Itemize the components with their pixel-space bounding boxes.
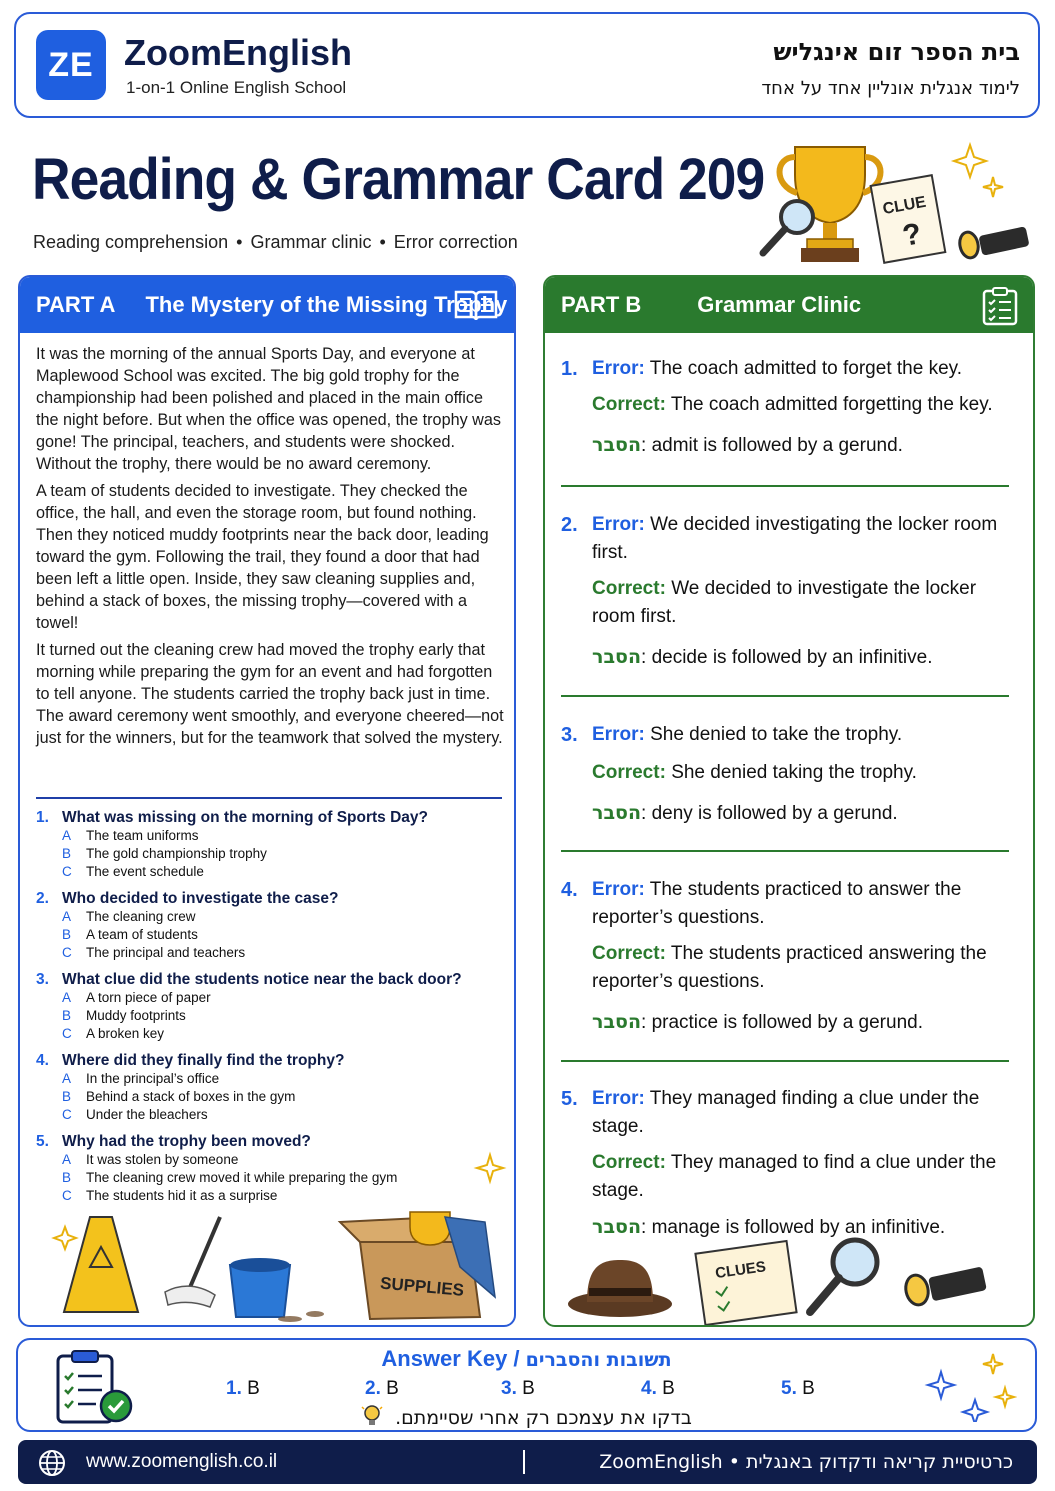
wet-floor-sign-icon [64, 1217, 138, 1312]
answer-key-note-text: בדקו את עצמכם רק אחרי שסיימתם. [395, 1407, 692, 1429]
sparkle-icon [917, 1352, 1017, 1422]
grammar-item [561, 876, 1011, 1037]
answer-option: C The principal and teachers [62, 945, 246, 960]
answer-option: A The team uniforms [62, 828, 199, 843]
brand-tagline: 1-on-1 Online English School [126, 78, 347, 97]
answer-item: 1. B [226, 1378, 260, 1399]
flashlight-icon [903, 1266, 987, 1307]
story-text [36, 343, 506, 754]
answer-item: 2. B [365, 1378, 399, 1399]
checklist-icon [981, 286, 1019, 326]
divider [561, 485, 1009, 487]
answer-option: B A team of students [62, 927, 198, 942]
story-paragraph: It was the morning of the annual Sports Day, and everyone at Maplewood School was excited. The big gold trophy for the championship had been polished and placed in the main office the night before. But when the office was opened, the trophy was gone! The principal, teachers, and students were shocked. Without the trophy, there would be no award ceremony. [36, 345, 501, 473]
clue-card-icon [871, 175, 946, 263]
question-stem: Who decided to investigate the case? [62, 890, 339, 907]
hat-icon [568, 1260, 672, 1317]
divider [561, 1060, 1009, 1062]
grammar-item-number: 3. [561, 724, 578, 746]
part-a-panel [18, 275, 516, 1327]
part-a-label: PART A [36, 292, 116, 317]
explanation-line: הסבר: manage is followed by an infinitive. [592, 1216, 946, 1238]
answer-option: C The event schedule [62, 864, 204, 879]
grammar-item-number: 4. [561, 879, 578, 901]
question-stem: Why had the trophy been moved? [62, 1133, 311, 1150]
answer-option: C A broken key [62, 1026, 165, 1041]
page-footer [18, 1440, 1037, 1484]
answer-key [16, 1338, 1037, 1432]
part-a-header [20, 277, 514, 333]
answer-option: B Muddy footprints [62, 1008, 186, 1023]
answer-item: 5. B [781, 1378, 815, 1399]
answer-item: 4. B [641, 1378, 675, 1399]
divider [561, 695, 1009, 697]
question-stem: What was missing on the morning of Sports Day? [62, 809, 428, 826]
story-paragraph: A team of students decided to investigate. They checked the office, the hall, and even the storage room, but found nothing. Then they noticed muddy footprints near the back door, leading toward the gym. Following the trail, they found a door that had been left a little open. Inside, they saw cleaning supplies and, behind a stack of boxes, the missing trophy—covered with a towel! [36, 482, 489, 632]
question-item [36, 1052, 506, 1124]
hebrew-subtitle: לימוד אנגלית אונליין אחד על אחד [761, 78, 1020, 99]
error-line: Error: She denied to take the trophy. [592, 724, 903, 745]
grammar-item [561, 1085, 1011, 1242]
answer-option: C Under the bleachers [62, 1107, 208, 1122]
question-number: 5. [36, 1133, 49, 1150]
explanation-line: הסבר: decide is followed by an infinitive. [592, 646, 933, 668]
error-line: Error: We decided investigating the locker room first. [592, 514, 998, 563]
answer-item: 3. B [501, 1378, 535, 1399]
correct-line: Correct: She denied taking the trophy. [592, 762, 917, 783]
answer-option: A A torn piece of paper [62, 990, 211, 1005]
page-title: Reading & Grammar Card 209 [32, 147, 765, 212]
page-header [14, 12, 1040, 118]
question-stem: Where did they finally find the trophy? [62, 1052, 345, 1069]
part-b-label: PART B [561, 292, 642, 317]
error-line: Error: The coach admitted to forget the key. [592, 358, 963, 379]
clue-card-label: CLUE [881, 193, 928, 219]
cleaning-supplies-illustration [40, 1147, 510, 1322]
notepad-label: CLUES [714, 1258, 767, 1283]
supplies-box-icon [340, 1212, 495, 1319]
bucket-icon [230, 1258, 290, 1317]
question-number: 4. [36, 1052, 49, 1069]
story-paragraph: It turned out the cleaning crew had moved the trophy early that morning while preparing the gym for an event and had forgotten to tell anyone. The students carried the trophy back just in time. The award ceremony went smoothly, and everyone cheered—not just for the winners, but for the teamwork that solved the mystery. [36, 641, 504, 747]
footer-caption: כרטיסיית קריאה ודקדוק באנגלית • ZoomEnglish [599, 1451, 1013, 1473]
grammar-item-number: 5. [561, 1088, 578, 1110]
answer-option: C The students hid it as a surprise [62, 1188, 278, 1203]
explanation-line: הסבר: deny is followed by a gerund. [592, 802, 898, 824]
error-line: Error: They managed finding a clue under the stage. [592, 1088, 980, 1137]
correct-line: Correct: The students practiced answering the reporter’s questions. [592, 943, 987, 992]
question-item [36, 890, 506, 962]
answer-option: B Behind a stack of boxes in the gym [62, 1089, 296, 1104]
answer-key-note [18, 1404, 1035, 1429]
question-number: 3. [36, 971, 49, 988]
answer-option: A It was stolen by someone [62, 1152, 239, 1167]
subtitle-separator: • [236, 232, 243, 252]
sparkle-icon [954, 145, 1003, 197]
part-b-panel [543, 275, 1035, 1327]
grammar-item-number: 1. [561, 358, 578, 380]
explanation-line: הסבר: practice is followed by a gerund. [592, 1011, 923, 1033]
trophy-clue-illustration [755, 135, 1040, 270]
question-number: 1. [36, 809, 49, 826]
question-item [36, 809, 506, 881]
part-b-title: Grammar Clinic [697, 292, 862, 317]
grammar-item [561, 511, 1011, 672]
subtitle-item: Error correction [393, 232, 518, 252]
correct-line: Correct: They managed to find a clue under the stage. [592, 1152, 997, 1201]
part-b-header [545, 277, 1033, 333]
detective-tools-illustration [565, 1232, 1025, 1327]
website-link[interactable]: www.zoomenglish.co.il [86, 1451, 278, 1472]
correct-line: Correct: We decided to investigate the locker room first. [592, 578, 977, 627]
question-stem: What clue did the students notice near the back door? [62, 971, 462, 988]
footer-divider [523, 1450, 525, 1474]
open-book-icon [452, 286, 500, 324]
answer-option: A In the principal’s office [62, 1071, 220, 1086]
grammar-item [561, 721, 1011, 828]
answer-option: B The cleaning crew moved it while preparing the gym [62, 1170, 398, 1185]
subtitle-item: Grammar clinic [250, 232, 372, 252]
page-subtitle [33, 232, 518, 253]
magnifier-icon [810, 1240, 877, 1312]
magnifier-icon [763, 201, 813, 253]
mop-icon [165, 1217, 220, 1307]
divider [36, 797, 502, 799]
subtitle-item: Reading comprehension [33, 232, 229, 252]
divider [561, 850, 1009, 852]
clue-card-mark: ? [900, 217, 924, 253]
answer-option: B The gold championship trophy [62, 846, 267, 861]
grammar-item-number: 2. [561, 514, 578, 536]
answer-key-title: Answer Key / תשובות והסברים [381, 1346, 672, 1371]
answer-option: A The cleaning crew [62, 909, 196, 924]
question-item [36, 971, 506, 1043]
flashlight-icon [957, 226, 1029, 259]
correct-line: Correct: The coach admitted forgetting the key. [592, 394, 993, 415]
hebrew-title: בית הספר זום אינגליש [773, 38, 1020, 66]
logo: ZE [36, 30, 106, 100]
part-a-title: The Mystery of the Missing Trophy [145, 292, 508, 317]
subtitle-separator: • [379, 232, 386, 252]
box-label: SUPPLIES [379, 1273, 465, 1300]
globe-icon [38, 1449, 66, 1477]
explanation-line: הסבר: admit is followed by a gerund. [592, 434, 903, 456]
lightbulb-icon [361, 1404, 383, 1428]
clues-notepad-icon [695, 1241, 796, 1325]
error-line: Error: The students practiced to answer the reporter’s questions. [592, 879, 962, 928]
question-number: 2. [36, 890, 49, 907]
brand-name: ZoomEnglish [124, 32, 352, 73]
grammar-item [561, 355, 1011, 460]
